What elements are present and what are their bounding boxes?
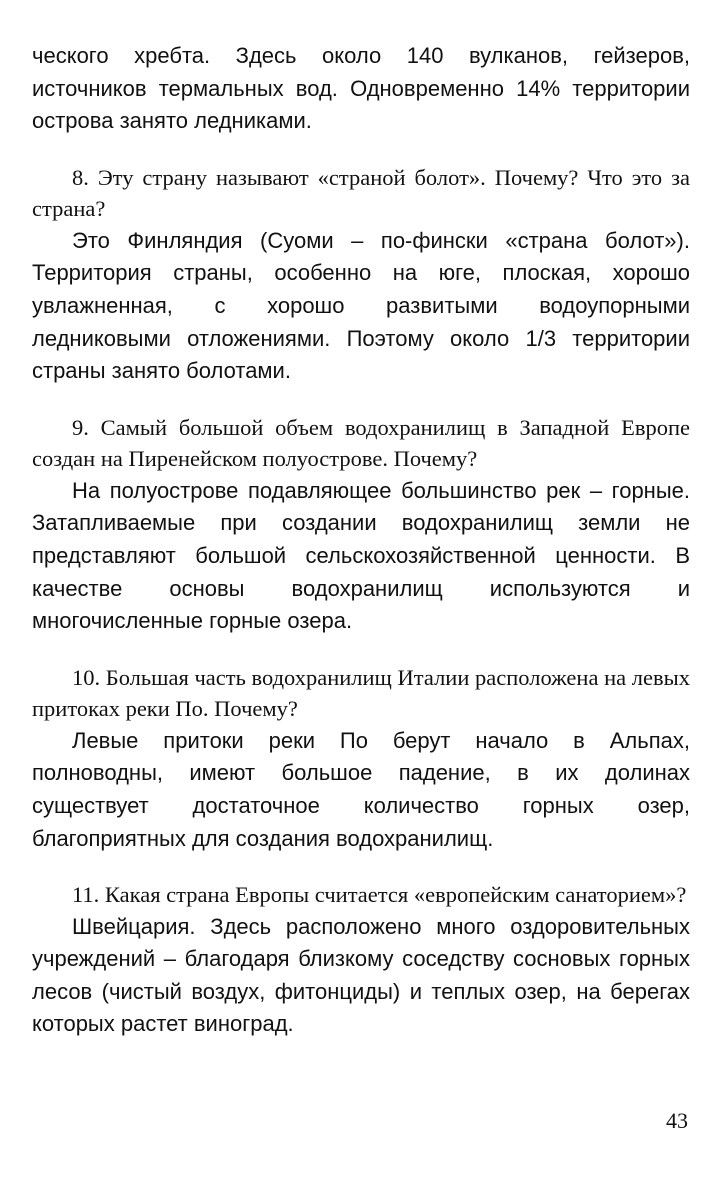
question-block-9	[32, 412, 690, 638]
answer-text: Швейцария. Здесь расположено много оздоровительных учреждений – благодаря близкому соседству сосновых горных лесов (чистый воздух, фитонциды) и теплых озер, на берегах которых растет виноград.	[32, 913, 690, 1037]
answer-text: На полуострове подавляющее большинство рек – горные. Затапливаемые при создании водохранилищ земли не представляют большой сельскохозяйственной ценности. В качестве основы водохранилищ используются и многочисленные горные озера.	[32, 477, 690, 634]
question-text: 8. Эту страну называют «страной болот». Почему? Что это за страна?	[32, 164, 690, 222]
answer-text: Левые притоки реки По берут начало в Альпах, полноводны, имеют большое падение, в их долинах существует достаточное количество горных озер, благоприятных для создания водохранилищ.	[32, 727, 690, 851]
question-block-10	[32, 662, 690, 855]
answer-text: Это Финляндия (Суоми – по-фински «страна болот»). Территория страны, особенно на юге, плоская, хорошо увлажненная, с хорошо развитыми водоупорными ледниковыми отложениями. Поэтому около 1/3 территории страны занято болотами.	[32, 227, 690, 384]
question-text: 9. Самый большой объем водохранилищ в Западной Европе создан на Пиренейском полуострове. Почему?	[32, 414, 690, 472]
question-text: 10. Большая часть водохранилищ Италии расположена на левых притоках реки По. Почему?	[32, 664, 690, 722]
page-body	[32, 40, 690, 1041]
question-block-11	[32, 879, 690, 1041]
question-text: 11. Какая страна Европы считается «европейским санаторием»?	[72, 882, 687, 908]
page-number: 43	[666, 1108, 688, 1133]
question-block-8	[32, 162, 690, 388]
continuation-text: ческого хребта. Здесь около 140 вулканов, гейзеров, источников термальных вод. Одновременно 14% территории острова занято ледниками.	[32, 43, 690, 134]
